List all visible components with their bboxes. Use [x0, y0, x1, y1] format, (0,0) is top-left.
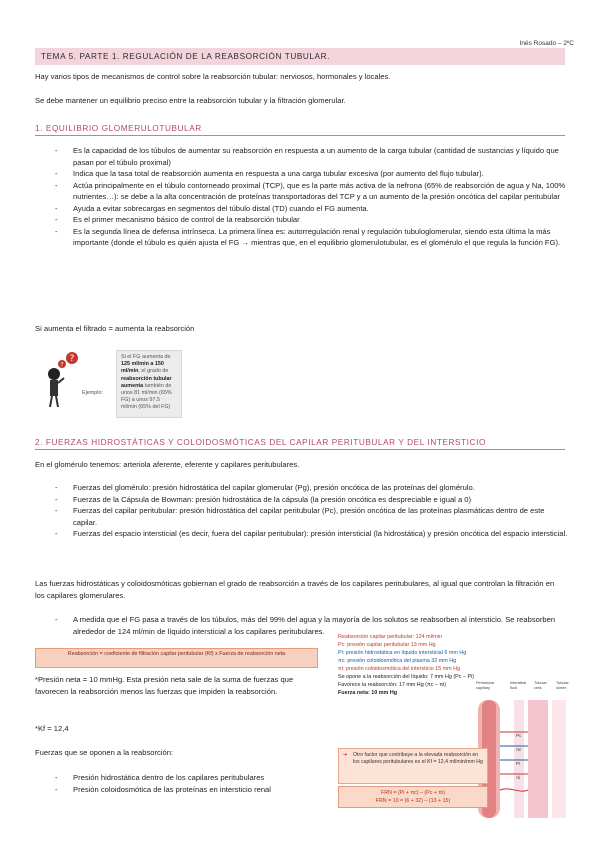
list-item: - Ayuda a evitar sobrecargas en segmentos del túbulo distal (TD) cuando el FG aumenta. [55, 203, 570, 215]
arrow-right-icon: ➔ [343, 752, 348, 758]
section-2-intro: En el glomérulo tenemos: arteriola aferente, eferente y capilares peritubulares. [35, 460, 300, 469]
net-pressure-note: *Presión neta = 10 mmHg. Esta presión neta sale de la suma de fuerzas que favorecen la reabsorción menos las fuerzas que impiden la reabsorción. [35, 675, 294, 696]
intro-paragraph-2: Se debe mantener un equilibrio preciso entre la reabsorción tubular y la filtración glomerular. [35, 96, 346, 105]
summary-line: Si aumenta el filtrado = aumenta la reabsorción [35, 324, 195, 333]
document-title: TEMA 5. PARTE 1. REGULACIÓN DE LA REABSORCIÓN TUBULAR. [35, 48, 565, 65]
figure-line: Pc: presión capilar peritubular 13 mm Hg [338, 642, 436, 648]
list-item: - Presión coloidosmótica de las proteínas en intersticio renal [55, 784, 325, 796]
list-item: - Es la segunda línea de defensa intrínseca. La primera línea es: autorregulación renal y regulación tubuloglomerular, siendo esta última la más importante (donde el túbulo es quién ajusta el FG → mientras que, en el equilibrio glomerulotubular, es el glomérulo el que regula la función FG). [55, 226, 570, 249]
list-item: - Es el primer mecanismo básico de control de la reabsorción tubular [55, 214, 570, 226]
example-label: Ejemplo: [82, 390, 103, 396]
figure-line: Fuerza neta: 10 mm Hg [338, 690, 398, 696]
list-item: - A medida que el FG pasa a través de los túbulos, más del 99% del agua y la mayoría de los solutos se reabsorben al intersticio. Se reabsorben alrededor de 124 ml/min de líquido intersticial a los capilares peritubulares. [55, 614, 570, 637]
section-2-paragraph: Las fuerzas hidrostáticas y coloidosmóticas gobiernan el grado de reabsorción a través de los capilares peritubulares, al igual que controlan la filtración en los capilares glomerulares. [35, 579, 555, 600]
list-item: - Es la capacidad de los túbulos de aumentar su reabsorción en respuesta a un aumento de la carga tubular (cantidad de sustancias y líquido que pasan por el túbulo proximal) [55, 145, 570, 168]
frn-equation-box: FRN = (Pi + πc) – (Pc + πi) FRN = 10 = (6 + 32) – (13 + 15) [338, 786, 488, 808]
kf-note: *Kf = 12,4 [35, 724, 69, 733]
list-item: - Fuerzas del capilar peritubular: presión hidrostática del capilar peritubular (Pc), presión oncótica de las proteínas plasmáticas dentro de este capilar. [55, 505, 570, 528]
section-2-bullet-list [55, 482, 570, 540]
figure-force-labels: Pc πc Pi πi [516, 733, 522, 780]
list-item: - Actúa principalmente en el túbulo contorneado proximal (TCP), que es la parte más activa de la nefrona (65% de reabsorción de agua y Na, 100% nutrientes…): se debe a la alta concentración de proteínas transportadoras del TCP y a un aumento de la presión oncótica del capilar peritubular [55, 180, 570, 203]
figure-line: Reabsorción capilar peritubular: 124 ml/min [338, 634, 442, 640]
list-item: - Fuerzas de la Cápsula de Bowman: presión hidrostática de la cápsula (la presión oncótica es despreciable e igual a 0) [55, 494, 570, 506]
section-1-heading: 1. EQUILIBRIO GLOMERULOTUBULAR [35, 124, 565, 136]
kf-note-box: ➔ Otro factor que contribuye a la elevada reabsorción en los capilares peritubulares es el Kf = 12,4 ml/min/mm Hg [338, 748, 488, 784]
opposing-forces-heading: Fuerzas que se oponen a la reabsorción: [35, 748, 174, 757]
figure-line: πi: presión coloidosmótica del intersticio 15 mm Hg [338, 666, 461, 672]
list-item: - Fuerzas del espacio intersticial (es decir, fuera del capilar peritubular): presión intersticial (la hidrostática) y presión oncótica del espacio intersticial. [55, 528, 570, 540]
svg-text:?: ? [69, 354, 75, 364]
figure-line: πc: presión coloidosmótica del plasma 32 mm Hg [338, 658, 457, 664]
thinking-person-icon [40, 350, 85, 410]
svg-text:?: ? [60, 361, 64, 369]
list-item: - Presión hidrostática dentro de los capilares peritubulares [55, 772, 325, 784]
intro-paragraph-1: Hay varios tipos de mecanismos de control sobre la reabsorción tubular: nerviosos, hormonales y locales. [35, 72, 391, 81]
figure-line: Favorece la reabsorción: 17 mm Hg (πc – πi) [338, 682, 447, 688]
reabsorption-formula-box: Reabsorción = coeficiente de filtración capilar peritubular (Kf) x Fuerza de reabsorción neta [35, 648, 318, 668]
author-label: Inés Rosado – 2ºC [519, 40, 574, 47]
section-2-heading: 2. FUERZAS HIDROSTÁTICAS Y COLOIDOSMÓTICAS DEL CAPILAR PERITUBULAR Y DEL INTERSTICIO [35, 438, 565, 450]
list-item: - Indica que la tasa total de reabsorción aumenta en respuesta a una carga tubular excesiva (por aumento del flujo tubular). [55, 168, 570, 180]
list-item: - Fuerzas del glomérulo: presión hidrostática del capilar glomerular (Pg), presión oncótica de las proteínas del glomérulo. [55, 482, 570, 494]
opposing-forces-list [55, 772, 325, 795]
figure-line: Se opone a la reabsorción del líquido: 7 mm Hg (Pc – Pi) [338, 674, 475, 680]
figure-line: Pi: presión hidrostática en líquido intersticial 6 mm Hg [338, 650, 467, 656]
example-box: Si el FG aumenta de 125 ml/min a 150 ml/min, el grado de reabsorción tubular aumenta también de unos 81 ml/min (65% FG) a unos 97,5 ml/min (65% del FG) [116, 350, 182, 418]
section-1-bullet-list [55, 145, 570, 249]
